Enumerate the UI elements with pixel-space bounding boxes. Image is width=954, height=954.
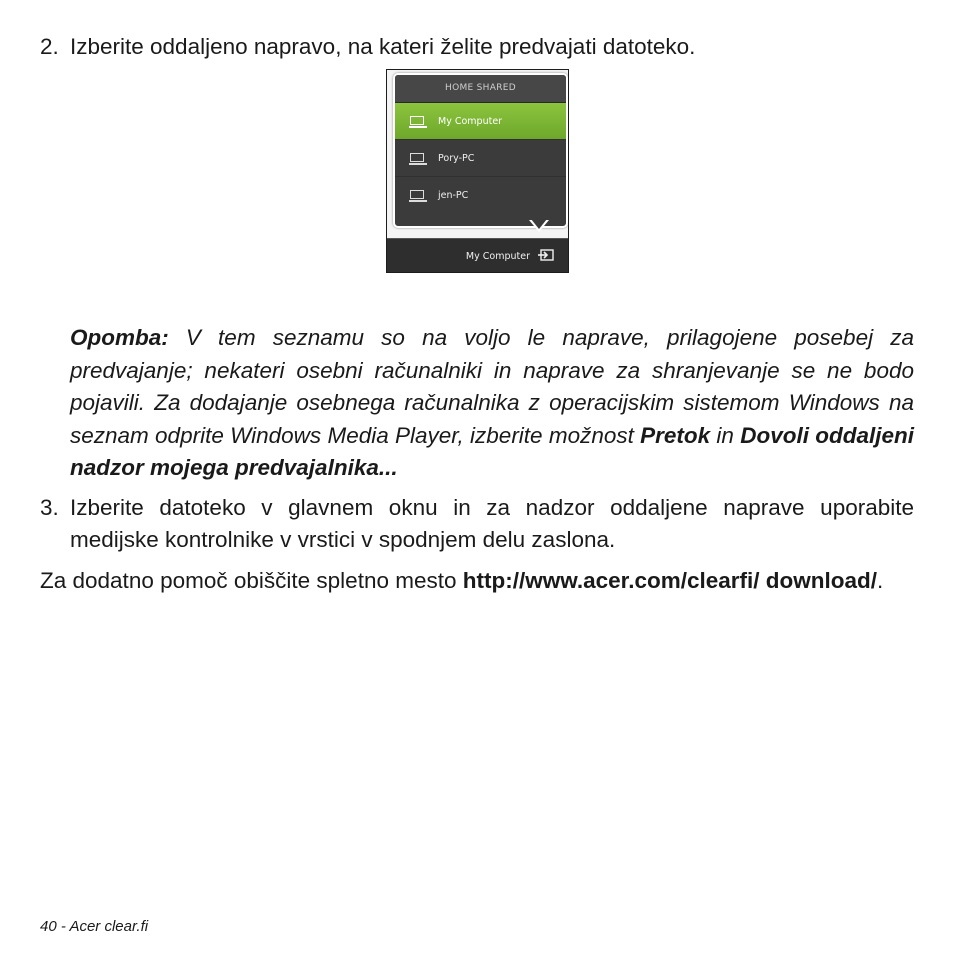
device-label: Pory-PC — [438, 152, 475, 164]
note-text-1: V tem seznamu so na voljo le naprave, prilagojene posebej za predvajanje; nekateri osebni računalniki in naprave za shranjevanje se ne bodo pojavili. Za dodajanje osebnega računalnika z operacijskim sistemom Windows na seznam odprite Windows Media Player, izberite možnost — [70, 325, 914, 448]
note-paragraph — [70, 322, 914, 485]
help-link[interactable]: http://www.acer.com/clearfi/ download/ — [462, 568, 877, 593]
laptop-icon — [409, 190, 427, 201]
laptop-icon — [409, 116, 427, 127]
help-text: Za dodatno pomoč obiščite spletno mesto — [40, 568, 463, 593]
device-item-jen-pc[interactable] — [395, 177, 566, 213]
device-selector-screenshot — [386, 69, 569, 273]
device-label: jen-PC — [438, 189, 469, 201]
step-3-text: Izberite datoteko v glavnem oknu in za nadzor oddaljene naprave uporabite medijske kontrolnike v vrstici v spodnjem delu zaslona. — [70, 495, 914, 552]
device-label: My Computer — [438, 115, 503, 127]
step-2-text: Izberite oddaljeno napravo, na kateri želite predvajati datoteko. — [70, 34, 696, 59]
current-device-button[interactable]: My Computer — [465, 251, 530, 262]
device-item-my-computer[interactable] — [395, 103, 566, 140]
note-lead: Opomba: — [70, 325, 169, 350]
help-paragraph — [40, 565, 914, 597]
switch-output-icon[interactable] — [538, 249, 554, 261]
laptop-icon — [409, 153, 427, 164]
device-popup — [393, 73, 568, 228]
note-bold-remote-control: Dovoli oddaljeni nadzor mojega predvajalnika... — [70, 422, 914, 480]
device-item-pory-pc[interactable] — [395, 140, 566, 177]
bottom-bar — [387, 238, 568, 273]
step-3 — [40, 492, 914, 556]
note-text-2: in — [710, 422, 741, 448]
step-3-number: 3. — [40, 495, 59, 520]
popup-pointer-inner — [531, 219, 547, 229]
step-2-number: 2. — [40, 34, 59, 59]
step-2 — [40, 31, 920, 63]
help-end: . — [877, 568, 884, 593]
note-bold-pretok: Pretok — [640, 422, 711, 448]
popup-header: HOME SHARED — [395, 75, 566, 103]
page-footer: 40 - Acer clear.fi — [40, 918, 149, 935]
